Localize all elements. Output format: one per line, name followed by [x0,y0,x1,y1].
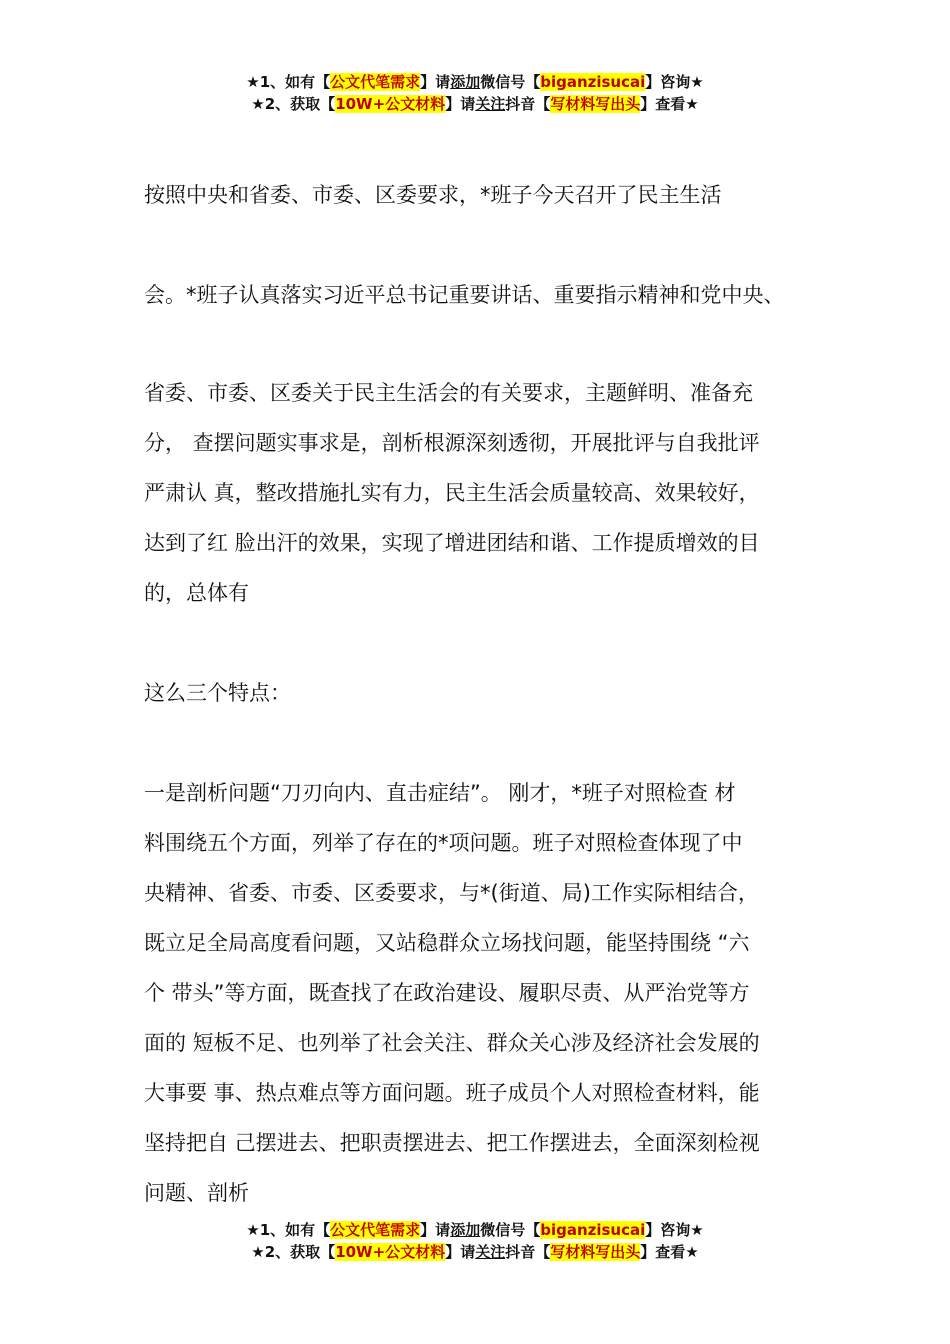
paragraph-4 [144,668,824,718]
text-line: 达到了红 脸出汗的效果，实现了增进团结和谐、工作提质增效的目 [144,531,760,555]
banner-text: 】咨询★ [645,1221,704,1239]
banner-text: ★1、如有【 [246,73,331,91]
text-line: 面的 短板不足、也列举了社会关注、群众关心涉及经济社会发展的 [144,1031,760,1055]
text-line: 央精神、省委、市委、区委要求，与*(街道、局)工作实际相结合， [144,881,759,905]
paragraph-5 [144,768,824,1218]
banner-text: 】请 [445,95,476,113]
banner-underline: 添加 [450,73,481,91]
banner-text: 】请 [445,1243,476,1261]
banner-highlight: 10W+公文材料 [335,1243,446,1261]
banner-wechat-id: biganzisucai [540,1221,646,1239]
banner-text: ★1、如有【 [246,1221,331,1239]
text-line: 一是剖析问题“刀刃向内、直击症结”。 刚才，*班子对照检查 材 [144,781,736,805]
banner-underline: 关注 [475,95,506,113]
banner-text: 】咨询★ [645,73,704,91]
text-line: 大事要 事、热点难点等方面问题。班子成员个人对照检查材料，能 [144,1081,760,1105]
text-line: 严肃认 真，整改措施扎实有力，民主生活会质量较高、效果较好， [144,481,760,505]
banner-text: 微信号【 [480,1221,541,1239]
banner-text: 抖音【 [505,1243,551,1261]
text-line: 个 带头”等方面，既查找了在政治建设、履职尽责、从严治党等方 [144,981,750,1005]
banner-text: 】请 [420,73,451,91]
banner-line-2 [0,1241,950,1263]
banner-wechat-id: biganzisucai [540,73,646,91]
banner-underline: 添加 [450,1221,481,1239]
text-line: 坚持把自 己摆进去、把职责摆进去、把工作摆进去，全面深刻检视 [144,1131,760,1155]
banner-highlight: 公文代笔需求 [330,73,421,91]
text-line: 问题、剖析 [144,1181,249,1205]
paragraph-1 [144,170,824,220]
banner-line-2 [0,93,950,115]
footer-banner [0,1219,950,1263]
banner-text: 】请 [420,1221,451,1239]
text-line: 按照中央和省委、市委、区委要求，*班子今天召开了民主生活 [144,183,722,207]
text-line: 分， 查摆问题实事求是，剖析根源深刻透彻，开展批评与自我批评 [144,431,760,455]
banner-highlight: 公文代笔需求 [330,1221,421,1239]
banner-text: ★2、获取【 [251,95,336,113]
text-line: 会。*班子认真落实习近平总书记重要讲话、重要指示精神和党中央、 [144,283,785,307]
header-banner [0,71,950,115]
paragraph-2 [144,270,824,320]
banner-text: 】查看★ [640,95,699,113]
banner-text: 】查看★ [640,1243,699,1261]
banner-line-1 [0,1219,950,1241]
paragraph-3 [144,368,824,618]
banner-text: 抖音【 [505,95,551,113]
banner-text: ★2、获取【 [251,1243,336,1261]
text-line: 料围绕五个方面，列举了存在的*项问题。班子对照检查体现了中 [144,831,743,855]
banner-highlight: 10W+公文材料 [335,95,446,113]
text-line: 这么三个特点： [144,681,291,705]
text-line: 既立足全局高度看问题，又站稳群众立场找问题，能坚持围绕 “六 [144,931,750,955]
banner-line-1 [0,71,950,93]
banner-text: 微信号【 [480,73,541,91]
text-line: 省委、市委、区委关于民主生活会的有关要求，主题鲜明、准备充 [144,381,753,405]
banner-douyin-id: 写材料写出头 [550,1243,641,1261]
banner-underline: 关注 [475,1243,506,1261]
text-line: 的，总体有 [144,581,249,605]
banner-douyin-id: 写材料写出头 [550,95,641,113]
